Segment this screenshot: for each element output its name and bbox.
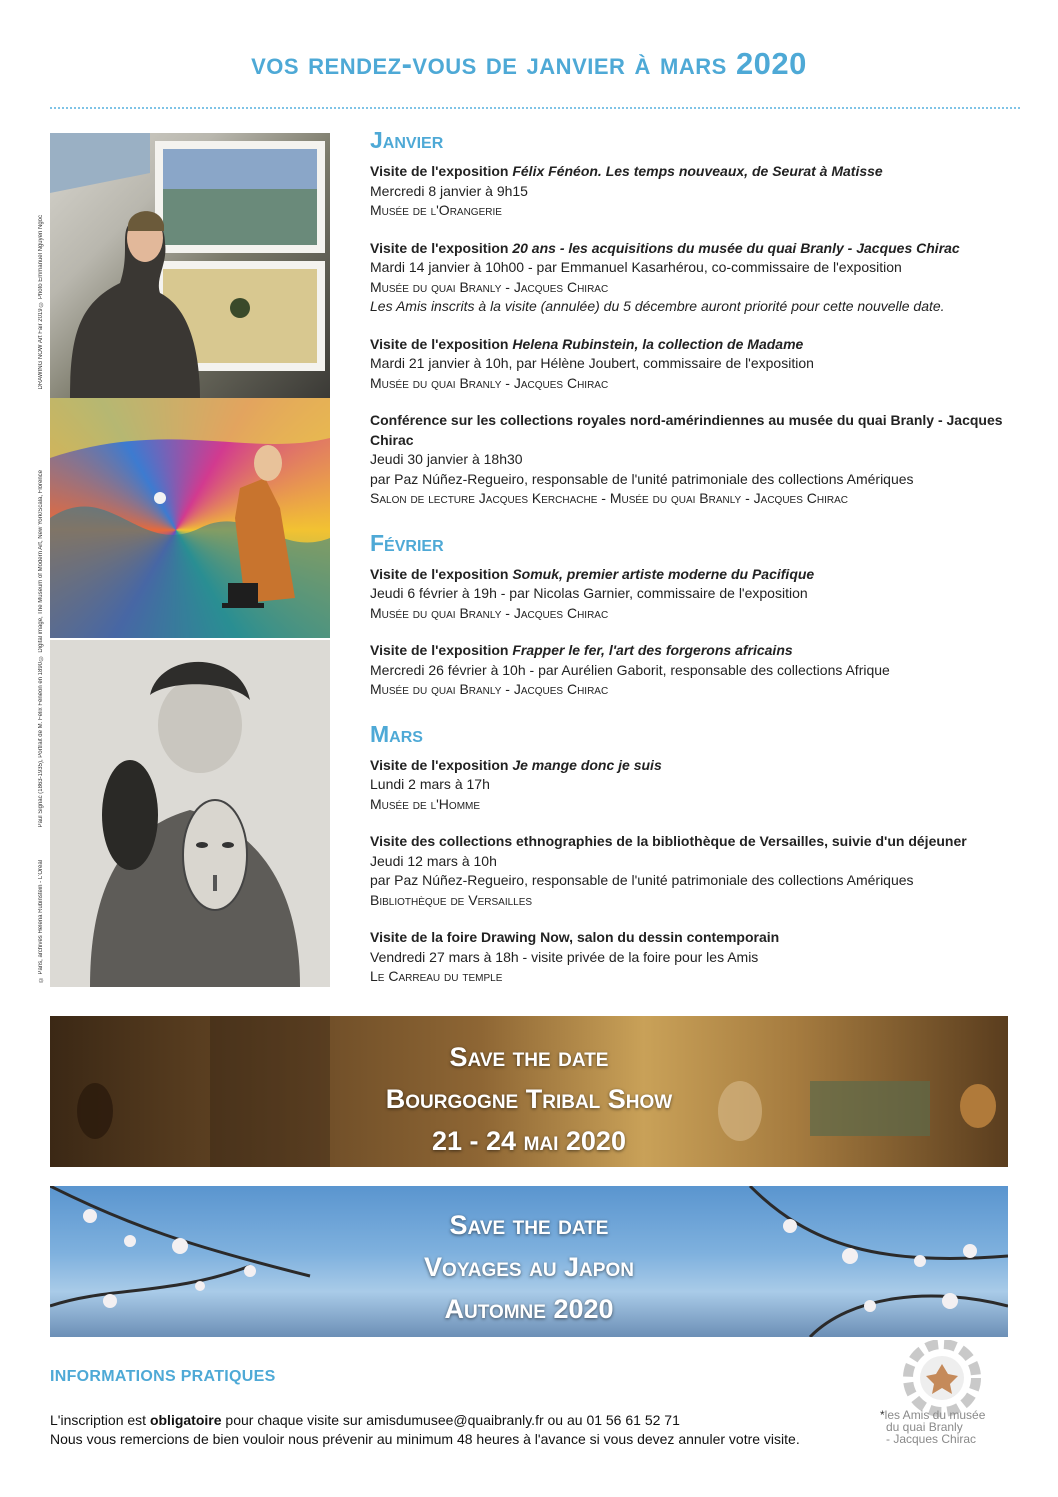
logo-line-2: du quai Branly xyxy=(886,1420,963,1434)
event-note: Les Amis inscrits à la visite (annulée) du 5 décembre auront priorité pour cette nouvelle date. xyxy=(370,298,945,314)
banner-2-line-3: Automne 2020 xyxy=(444,1294,614,1324)
event-item xyxy=(370,565,1030,624)
event-title-text: Visite de l'exposition xyxy=(370,335,513,352)
event-title xyxy=(370,162,1030,182)
event-item xyxy=(370,928,1030,987)
event-guide: par Paz Núñez-Regueiro, responsable de l'unité patrimoniale des collections Amériques xyxy=(370,872,914,888)
info-text xyxy=(50,1411,800,1449)
amis-logo-text xyxy=(880,1409,985,1445)
event-title xyxy=(370,335,1030,355)
event-title xyxy=(370,565,1030,585)
event-title-italic: 20 ans - les acquisitions du musée du quai Branly - Jacques Chirac xyxy=(512,239,960,256)
event-venue: Musée de l'Orangerie xyxy=(370,202,502,218)
month-heading: Janvier xyxy=(370,127,444,153)
event-date: Jeudi 12 mars à 10h xyxy=(370,852,497,869)
photo-caption-1: DRAWING NOW Art Fair 2019 © Photo Emmanuel Nguyen Ngoc xyxy=(38,215,44,390)
info-line-2: Nous vous remercions de bien vouloir nous prévenir au minimum 48 heures à l'avance si vous devez annuler votre visite. xyxy=(50,1431,800,1447)
month-heading: Mars xyxy=(370,720,423,747)
event-title xyxy=(370,239,1030,259)
event-date: Mardi 21 janvier à 10h, par Hélène Joubert, commissaire de l'exposition xyxy=(370,355,814,371)
banner-bourgogne-tribal-show xyxy=(50,1016,1008,1167)
banner-2-line-2: Voyages au Japon xyxy=(424,1252,634,1282)
event-title-text: Visite de l'exposition xyxy=(370,565,513,582)
event-title-italic: Je mange donc je suis xyxy=(512,756,662,773)
event-title-text: Visite de l'exposition xyxy=(370,239,513,256)
event-title xyxy=(370,756,1030,776)
photo-helena-rubinstein xyxy=(50,640,330,987)
event-title-text: Visite de l'exposition xyxy=(370,756,513,773)
event-title xyxy=(370,641,1030,661)
event-item xyxy=(370,335,1030,394)
program-list xyxy=(370,124,1030,1005)
photo-art-fair-visitor xyxy=(50,133,330,398)
banner-1-line-2: Bourgogne Tribal Show xyxy=(385,1084,673,1114)
page-title-year: 2020 xyxy=(735,46,807,81)
banner-voyages-au-japon xyxy=(50,1186,1008,1337)
event-venue: Musée du quai Branly - Jacques Chirac xyxy=(370,374,609,391)
event-title-italic: Helena Rubinstein, la collection de Madame xyxy=(512,335,804,352)
event-venue: Musée du quai Branly - Jacques Chirac xyxy=(370,278,609,295)
event-title-italic: Frapper le fer, l'art des forgerons africains xyxy=(512,642,793,658)
month-heading: Février xyxy=(370,529,444,556)
event-date: Jeudi 30 janvier à 18h30 xyxy=(370,451,523,467)
event-date: Mercredi 26 février à 10h - par Aurélien Gaborit, responsable des collections Afrique xyxy=(370,661,890,678)
page-title-main: vos rendez-vous de janvier à mars xyxy=(251,46,727,81)
event-venue: Musée de l'Homme xyxy=(370,795,481,812)
logo-line-1-text: les Amis du musée xyxy=(884,1408,986,1422)
event-venue: Bibliothèque de Versailles xyxy=(370,891,533,908)
event-title-text: Visite des collections ethnographies de la bibliothèque de Versailles, suivie d'un déjeuner xyxy=(370,833,967,849)
banner-1-line-3: 21 - 24 mai 2020 xyxy=(432,1126,626,1156)
info-line-1-bold: obligatoire xyxy=(149,1412,222,1428)
banner-1-line-1: Save the date xyxy=(449,1042,609,1072)
event-item xyxy=(370,832,1030,910)
photo-signac-portrait xyxy=(50,398,330,638)
event-venue: Le Carreau du temple xyxy=(370,968,503,984)
info-line-1 xyxy=(50,1411,800,1430)
event-item xyxy=(370,756,1030,815)
event-venue: Musée du quai Branly - Jacques Chirac xyxy=(370,681,609,697)
event-title xyxy=(370,832,1030,852)
event-item xyxy=(370,411,1030,509)
event-venue: Salon de lecture Jacques Kerchache - Musée du quai Branly - Jacques Chirac xyxy=(370,490,849,506)
event-venue: Musée du quai Branly - Jacques Chirac xyxy=(370,604,609,621)
event-date: Vendredi 27 mars à 18h - visite privée de la foire pour les Amis xyxy=(370,948,759,965)
event-item xyxy=(370,641,1030,700)
info-line-1-start: L'inscription est xyxy=(50,1412,150,1428)
event-title-text: Visite de l'exposition xyxy=(370,642,513,658)
photo-caption-2: Paul Signac (1863-1935), Portrait de M. Félix Fénéon en 1890 © Digital image, The Museum of Modern Art, New York/Scala, Florence xyxy=(38,470,44,828)
event-title-text: Visite de la foire Drawing Now, salon du dessin contemporain xyxy=(370,929,780,945)
event-title-italic: Félix Fénéon. Les temps nouveaux, de Seurat à Matisse xyxy=(512,163,883,179)
info-line-1-end: pour chaque visite sur amisdumusee@quaibranly.fr ou au 01 56 61 52 71 xyxy=(221,1412,680,1428)
event-title-text: Conférence sur les collections royales nord-amérindiennes au musée du quai Branly - Jacques Chirac xyxy=(370,412,1003,448)
title-divider xyxy=(50,107,1020,109)
banner-2-line-1: Save the date xyxy=(449,1210,609,1240)
event-guide: par Paz Núñez-Regueiro, responsable de l'unité patrimoniale des collections Amériques xyxy=(370,470,914,487)
event-title-text: Visite de l'exposition xyxy=(370,163,513,179)
art-fair-visitor-illustration xyxy=(50,133,330,398)
event-date: Lundi 2 mars à 17h xyxy=(370,776,490,792)
event-item xyxy=(370,239,1030,317)
event-title xyxy=(370,411,1030,450)
info-title: INFORMATIONS PRATIQUES xyxy=(50,1368,276,1385)
event-date: Mercredi 8 janvier à 9h15 xyxy=(370,182,528,199)
page-title xyxy=(0,46,1058,82)
event-item xyxy=(370,162,1030,221)
event-date: Jeudi 6 février à 19h - par Nicolas Garnier, commissaire de l'exposition xyxy=(370,585,808,601)
signac-portrait-illustration xyxy=(50,398,330,638)
logo-star: * xyxy=(880,1408,885,1422)
photo-caption-3: © Paris, archives Helena Rubinstein - L'Oréal xyxy=(38,860,44,983)
event-title xyxy=(370,928,1030,948)
logo-line-3: - Jacques Chirac xyxy=(886,1432,977,1446)
helena-rubinstein-illustration xyxy=(50,640,330,987)
event-title-italic: Somuk, premier artiste moderne du Pacifique xyxy=(512,565,815,582)
event-date: Mardi 14 janvier à 10h00 - par Emmanuel Kasarhérou, co-commissaire de l'exposition xyxy=(370,259,902,275)
